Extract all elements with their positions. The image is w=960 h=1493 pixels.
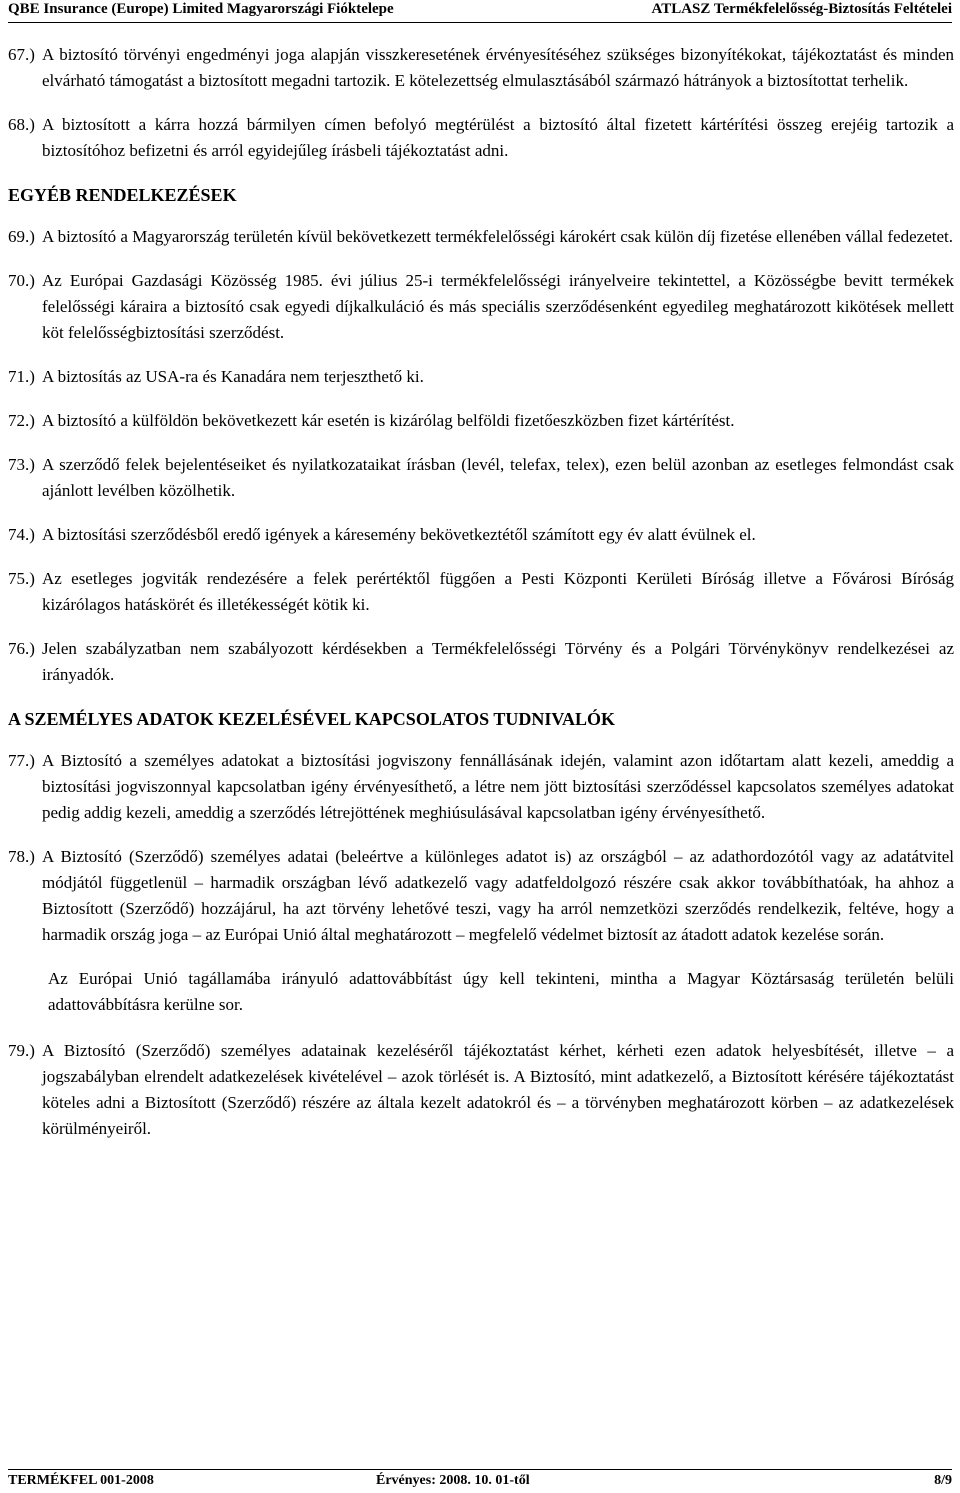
clause-text: A Biztosító (Szerződő) személyes adatainak kezeléséről tájékoztatást kérhet, kérheti ezen adatok helyesbítését, illetve – a jogszabályban elrendelt adatkezelések kivételével – azok törlését is. A Biztosító, mint adatkezelő, a Biztosított kérésére tájékoztatást köteles adni a Biztosított (Szerződő) részére az általa kezelt adatokról és – a törvényben meghatározott körben – az adatkezelések körülményeiről.	[42, 1041, 954, 1138]
clause-text: A biztosítási szerződésből eredő igények a káresemény bekövetkeztétől számított egy év alatt évülnek el.	[42, 525, 756, 544]
section-heading-other-provisions: EGYÉB RENDELKEZÉSEK	[8, 185, 237, 205]
clause-number: 71.)	[8, 367, 35, 386]
clause-number: 73.)	[8, 455, 35, 474]
clause-number: 79.)	[8, 1041, 35, 1060]
clause-text: A Biztosító (Szerződő) személyes adatai (beleértve a különleges adatot is) az országból – az adathordozótól vagy az adatátvitel módjától függetlenül – harmadik országban lévő adatkezelő vagy adatfeldolgozó részére csak akkor továbbíthatóak, ha ahhoz a Biztosított (Szerződő) hozzájárul, ha azt törvény lehetővé teszi, vagy ha arról nemzetközi szerződés rendelkezik, feltéve, hogy a harmadik ország joga – az Európai Unió által meghatározott – megfelelő védelmet biztosít az átadott adatok kezelése során.	[42, 847, 954, 944]
clause-78-paragraph: Az Európai Unió tagállamába irányuló adattovábbítást úgy kell tekinteni, mintha a Magyar Köztársaság területén belüli adattovábbításra kerülne sor.	[48, 969, 954, 1014]
clause-70	[8, 268, 954, 346]
clause-number: 77.)	[8, 751, 35, 770]
clause-text: A biztosító a külföldön bekövetkezett kár esetén is kizárólag belföldi fizetőeszközben fizet kártérítést.	[42, 411, 735, 430]
clause-number: 76.)	[8, 639, 35, 658]
clause-text: A Biztosító a személyes adatokat a biztosítási jogviszony fennállásának idején, valamint azon időtartam alatt kezeli, ameddig a biztosítási jogviszonnyal kapcsolatban igény érvényesíthető, a létre nem jött biztosítási szerződéssel kapcsolatos személyes adatokat pedig addig kezeli, ameddig a szerződés létrejöttének meghiúsulásával kapcsolatban igény érvényesíthető.	[42, 751, 954, 822]
clause-75	[8, 566, 954, 618]
clause-number: 72.)	[8, 411, 35, 430]
clause-number: 74.)	[8, 525, 35, 544]
footer-document-code: TERMÉKFEL 001-2008	[8, 1473, 154, 1488]
clause-number: 69.)	[8, 227, 35, 246]
clause-number: 75.)	[8, 569, 35, 588]
clause-number: 70.)	[8, 271, 35, 290]
clause-text: A biztosított a kárra hozzá bármilyen címen befolyó megtérülést a biztosító által fizetett kártérítési összeg erejéig tartozik a biztosítóhoz befizetni és arról egyidejűleg írásbeli tájékoztatást adni.	[42, 115, 954, 160]
clause-text: Jelen szabályzatban nem szabályozott kérdésekben a Termékfelelősségi Törvény és a Polgári Törvénykönyv rendelkezései az irányadók.	[42, 639, 954, 684]
clause-text: A biztosítás az USA-ra és Kanadára nem terjeszthető ki.	[42, 367, 424, 386]
clause-77	[8, 748, 954, 826]
clause-78	[8, 844, 954, 948]
clause-text: A biztosító törvényi engedményi joga alapján visszkeresetének érvényesítéséhez szükséges bizonyítékokat, tájékoztatást és minden elvárható támogatást a biztosított megadni tartozik. E kötelezettség elmulasztásából származó hátrányok a biztosítottat terhelik.	[42, 45, 954, 90]
clause-text: A szerződő felek bejelentéseiket és nyilatkozataikat írásban (levél, telefax, telex), ezen belül azonban az esetleges felmondást csak ajánlott levélben közölhetik.	[42, 455, 954, 500]
clause-73	[8, 452, 954, 504]
clause-72	[8, 408, 954, 434]
clause-text: Az esetleges jogviták rendezésére a felek perértéktől függően a Pesti Központi Kerületi Bíróság illetve a Fővárosi Bíróság kizárólagos hatáskörét és illetékességét kötik ki.	[42, 569, 954, 614]
clause-number: 67.)	[8, 45, 35, 64]
clause-number: 78.)	[8, 847, 35, 866]
section-heading-personal-data: A SZEMÉLYES ADATOK KEZELÉSÉVEL KAPCSOLATOS TUDNIVALÓK	[8, 709, 616, 729]
clause-number: 68.)	[8, 115, 35, 134]
page-header	[8, 0, 952, 23]
clause-76	[8, 636, 954, 688]
clause-69	[8, 224, 954, 250]
clause-67	[8, 42, 954, 94]
clause-text: Az Európai Gazdasági Közösség 1985. évi július 25-i termékfelelősségi irányelveire tekintettel, a Közösségbe bevitt termékek felelősségi káraira a biztosító csak egyedi díjkalkuláció és más speciális szerződésenként egyedileg meghatározott kikötések mellett köt felelősségbiztosítási szerződést.	[42, 271, 954, 342]
clause-79	[8, 1038, 954, 1142]
clause-text: A biztosító a Magyarország területén kívül bekövetkezett termékfelelősségi károkért csak külön díj fizetése ellenében vállal fedezetet.	[42, 227, 954, 246]
clause-68	[8, 112, 954, 164]
header-company: QBE Insurance (Europe) Limited Magyarországi Fióktelepe	[8, 1, 394, 17]
header-document-title: ATLASZ Termékfelelősség-Biztosítás Feltételei	[651, 1, 952, 17]
document-body	[8, 42, 954, 1160]
footer-validity-date: Érvényes: 2008. 10. 01-től	[376, 1473, 530, 1488]
clause-71	[8, 364, 954, 390]
footer-page-number: 8/9	[934, 1473, 952, 1488]
page-footer	[8, 1469, 952, 1492]
clause-74	[8, 522, 954, 548]
